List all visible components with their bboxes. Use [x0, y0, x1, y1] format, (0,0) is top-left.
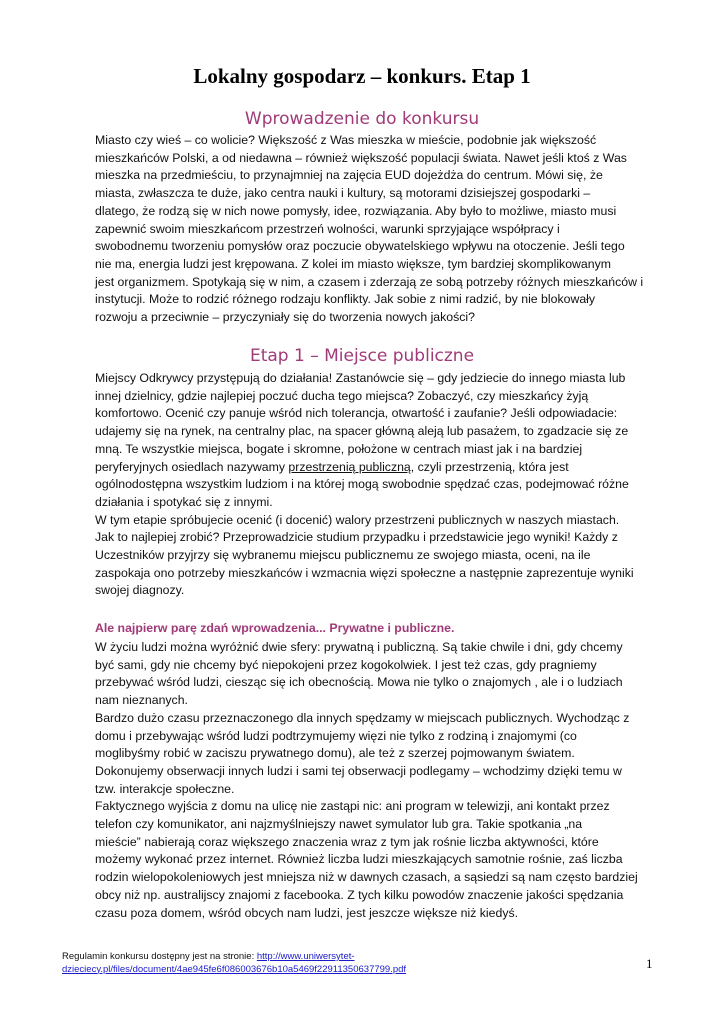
stage1-text-line: Uczestników przyjrzy się wybranemu miejscu publicznemu ze swojego miasta, oceni, na ile — [95, 548, 591, 563]
text-line: instytucji. Może to rodzić różnego rodzaju konflikty. Jak sobie z nimi radzić, by nie blokowały — [95, 292, 596, 307]
stage1-text-line: innej dzielnicy, gdzie najlepiej poczuć ducha tego miejsca? Zobaczyć, czy mieszkańcy żyją — [95, 388, 589, 403]
text-line: czasu poza domem, wśród obcych nam ludzi, jest jeszcze większe niż kiedyś. — [95, 905, 519, 920]
text-line: jest organizmem. Spotykają się w nim, a czasem i zderzają ze sobą potrzeby różnych mieszkańców i — [95, 274, 644, 289]
text-line: nie ma, energia ludzi jest krępowana. Z kolei im miasto większe, tym bardziej skomplikowanym — [95, 256, 611, 271]
text-line: Dokonujemy obserwacji innych ludzi i sami tej obserwacji podlegamy – wchodzimy dzięki temu w — [95, 763, 622, 778]
text-line: Bardzo dużo czasu przeznaczonego dla innych spędzamy w miejscach publicznych. Wychodząc z — [95, 710, 630, 725]
intro-heading: Wprowadzenie do konkursu — [244, 109, 480, 129]
text-line: moglibyśmy robić w zaciszu prywatnego domu), ale też z szerzej pojmowanym światem. — [95, 746, 575, 761]
text-line: mieście” nabierają coraz większego znaczenia wraz z tym jak rośnie liczba aktywności, które — [95, 834, 599, 849]
text-line: Faktycznego wyjścia z domu na ulicę nie zastąpi nic: ani program w telewizji, ani kontakt przez — [95, 799, 610, 814]
stage1-text-line: Miejscy Odkrywcy przystępują do działania! Zastanówcie się – gdy jedziecie do innego miasta lub — [95, 371, 626, 385]
regulations-link[interactable]: http://www.uniwersytet- — [256, 951, 355, 962]
footer-note — [62, 951, 582, 976]
text-line: obcy niż np. australijscy znajomi z facebooka. Z tych kilku powodów znaczenie jakości spędzania — [95, 887, 624, 902]
text-line: mieszkańców Polski, a od niedawna – również większość populacji świata. Nawet jeśli ktoś z Was — [95, 150, 627, 165]
stage1-text-line: udajemy się na rynek, na centralny plac, na spacer główną aleją lub pasażem, to zgadzacie się ze — [95, 424, 629, 439]
text-line: telefon czy komunikator, ani najzmyślniejszy nawet symulator lub gra. Takie spotkania „na — [95, 817, 583, 832]
text-line: rodzin wielopokoleniowych jest mniejsza niż w dawnych czasach, a sąsiedzi są nam często bardziej — [95, 870, 638, 885]
stage1-text-line: mną. Te wszystkie miejsca, bogate i skromne, położone w centrach miast jak i na bardziej — [95, 441, 583, 456]
stage1-text-line: zaspokaja ono potrzeby mieszkańców i wzmacnia więzi społeczne a następnie zaprezentuje wyniki — [95, 565, 634, 580]
stage1-text-line: ogólnodostępna wszystkim ludziom i na której mogą swobodnie spędzać czas, podejmować różne — [95, 477, 629, 492]
stage1-text-line: swojej diagnozy. — [95, 583, 185, 598]
text-line: swobodnemu tworzeniu pomysłów oraz poczucie obywatelskiego wpływu na otoczenie. Jeśli tego — [95, 239, 625, 254]
stage1-text-pre: peryferyjnych osiedlach nazywamy — [95, 459, 289, 474]
page-number: 1 — [646, 956, 653, 971]
public-space-term: przestrzenią publiczną — [288, 459, 411, 474]
text-line: być sami, gdy nie chcemy być niepokojeni przez kogokolwiek. I jest też czas, gdy pragniemy — [95, 657, 597, 672]
stage1-heading: Etap 1 – Miejsce publiczne — [249, 346, 475, 366]
subsection-paragraph — [95, 639, 675, 922]
text-line: możemy wykonać przez internet. Również liczba ludzi mieszkających samotnie rośnie, zaś liczba — [95, 852, 623, 867]
text-line: W życiu ludzi można wyróżnić dwie sfery: prywatną i publiczną. Są takie chwile i dni, gdy chcemy — [95, 640, 623, 654]
stage1-text-post: , czyli przestrzenią, która jest — [410, 459, 569, 474]
text-line: zapewnić swoim mieszkańcom przestrzeń wolności, warunki sprzyjające współpracy i — [95, 221, 560, 236]
intro-paragraph — [95, 132, 675, 327]
stage1-paragraph — [95, 370, 675, 600]
text-line: mieszka na przedmieściu, to przynajmniej na zajęcia EUD dojeżdża do centrum. Mówi się, że — [95, 168, 603, 183]
text-line: dlatego, że rodzą się w nich nowe pomysły, idee, rozwiązania. Aby było to możliwe, miasto musi — [95, 203, 617, 218]
stage1-text-line: Jak to najlepiej zrobić? Przeprowadzicie studium przypadku i przedstawicie jego wyniki! Każdy z — [95, 530, 618, 545]
text-line: przebywać wśród ludzi, ciesząc się ich obecnością. Mowa nie tylko o znajomych , ale i o ludziach — [95, 675, 623, 690]
stage1-text-line — [95, 459, 675, 477]
stage1-text-line: komfortowo. Ocenić czy panuje wśród nich tolerancja, otwartość i zaufanie? Jeśli odpowiadacie: — [95, 406, 618, 421]
document-title: Lokalny gospodarz – konkurs. Etap 1 — [193, 64, 531, 88]
text-line: nam nieznanych. — [95, 693, 188, 708]
footer-text: Regulamin konkursu dostępny jest na stronie: — [62, 951, 257, 962]
regulations-link-continued[interactable]: dzieciecy.pl/files/document/4ae945fe6f086003676b10a5469f22911350637799.pdf — [62, 963, 407, 975]
text-line: rozwoju a przeciwnie – przyczyniały się do tworzenia nowych jakości? — [95, 310, 476, 325]
text-line: Miasto czy wieś – co wolicie? Większość z Was mieszka w mieście, podobnie jak większość — [95, 133, 597, 147]
stage1-text-line: działania i spotykać się z innymi. — [95, 494, 273, 509]
subsection-heading: Ale najpierw parę zdań wprowadzenia... Prywatne i publiczne. — [95, 621, 455, 635]
text-line: tzw. interakcje społeczne. — [95, 781, 235, 796]
text-line: miasta, zwłaszcza te duże, jako centra nauki i kultury, są motorami dzisiejszej gospodarki – — [95, 186, 591, 201]
text-line: domu i przebywając wśród ludzi podtrzymujemy więzi nie tylko z rodziną i znajomymi (co — [95, 728, 577, 743]
stage1-text-line: W tym etapie spróbujecie ocenić (i docenić) walory przestrzeni publicznych w naszych miastach. — [95, 512, 620, 527]
